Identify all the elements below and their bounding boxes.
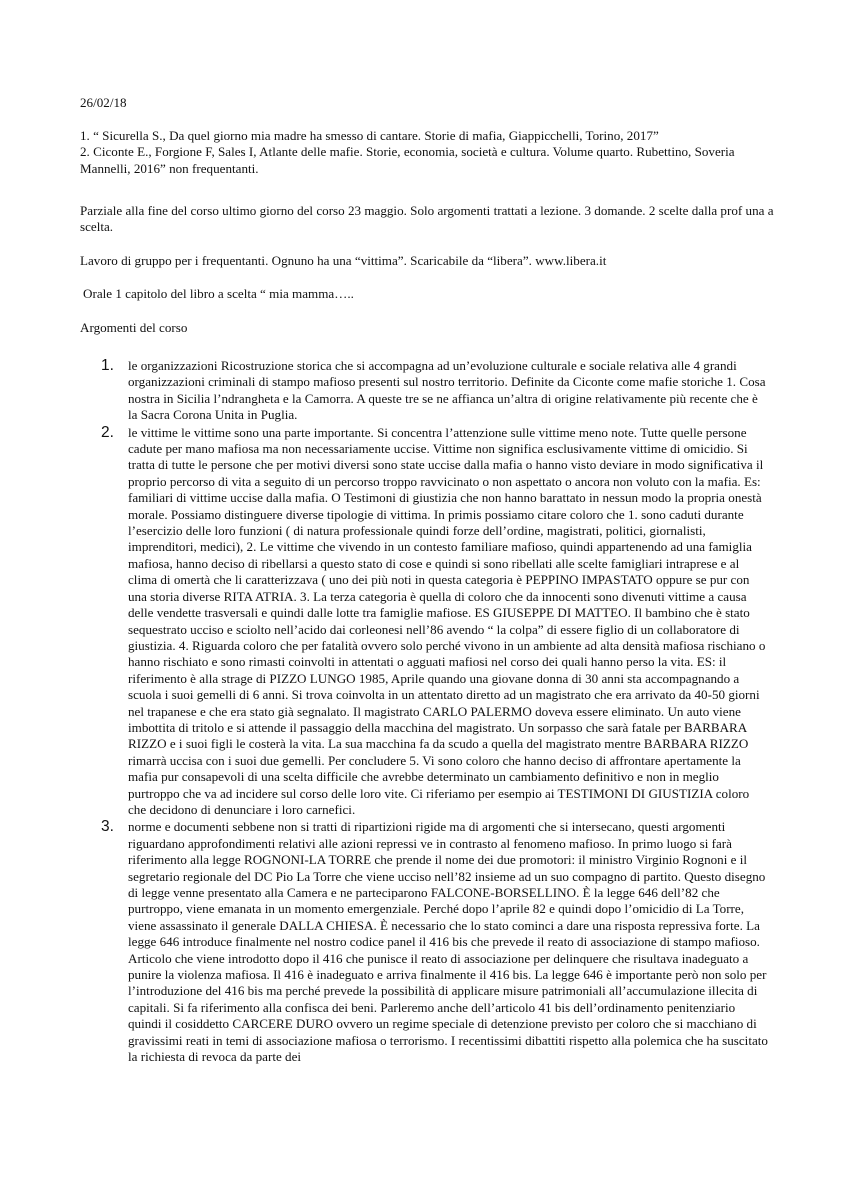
topic-text: norme e documenti sebbene non si tratti di ripartizioni rigide ma di argomenti che si intersecano, questi argomenti riguardano approfondimenti relativi alle azioni repressi ve in contrasto al fenomeno mafioso. In primo luogo si farà riferimento alla legge ROGNONI-LA TORRE che prende il nome dei due promotori: il ministro Virginio Rognoni e il segretario regionale del DC Pio La Torre che viene ucciso nell’82 insieme ad un suo compagno di partito. Questo disegno di legge venne presentato alla Camera e ne parteciparono FALCONE-BORSELLINO. È la legge 646 dell’82 che purtroppo, viene emanata in un momento emergenziale. Perché dopo l’aprile 82 e quindi dopo l’omicidio di La Torre, viene assassinato il generale DALLA CHIESA. È necessario che lo stato cominci a dare una risposta repressiva forte. La legge 646 introduce finalmente nel nostro codice panel il 416 bis che prevede il reato di associazione di stampo mafioso. Articolo che viene introdotto dopo il 416 che punisce il reato di associazione per delinquere che risultava inadeguato a punire la violenza mafiosa. Il 416 è inadeguato e arriva finalmente il 416 bis. La legge 646 è importante però non solo per l’introduzione del 416 bis ma perché prevede la possibilità di applicare misure patrimoniali all’accumulazione illecita di capitali. Si fa riferimento alla confisca dei beni. Parleremo anche dell’articolo 41 bis dell’ordinamento penitenziario quindi il cosiddetto CARCERE DURO ovvero un regime speciale di detenzione previsto per coloro che si macchiano di gravissimi reati in temi di associazione mafiosa o terrorismo. I recentissimi dibattiti rispetto alla polemica che ha suscitato la richiesta di revoca da parte dei	[128, 819, 768, 1065]
topic-text: le vittime le vittime sono una parte importante. Si concentra l’attenzione sulle vittime meno note. Tutte quelle persone cadute per mano mafiosa ma non necessariamente uccise. Vittime non significa esclusivamente vittime di omicidio. Si tratta di tutte le persone che per motivi diversi sono state uccise dalla mafia o hanno visto deviare in modo significativa il proprio percorso di vita a seguito di un percorso troppo ravvicinato o non aspettato o ancora non voluto con la mafia. Es: familiari di vittime uccise dalla mafia. O Testimoni di giustizia che non hanno barattato in nessun modo la propria onestà morale. Possiamo distinguere diverse tipologie di vittima. In primis possiamo citare coloro che 1. sono caduti durante l’esercizio delle loro funzioni ( di natura professionale quindi forze dell’ordine, magistrati, politici, giornalisti, imprenditori, medici), 2. Le vittime che vivendo in un contesto familiare mafioso, quindi appartenendo ad una famiglia mafiosa, hanno deciso di ribellarsi a questo stato di cose e quindi si sono ribellati alle scelte famigliari intraprese e al clima di omertà che li caratterizzava ( uno dei più noti in questa categoria è PEPPINO IMPASTATO oppure se pur con una storia diverse RITA ATRIA. 3. La terza categoria è quella di coloro che da innocenti sono divenuti vittime a causa delle vendette trasversali e quindi dalle lotte tra famiglie mafiose. ES GIUSEPPE DI MATTEO. Il bambino che è stato sequestrato ucciso e sciolto nell’acido dai corleonesi nell’86 avendo “ la colpa” di essere figlio di un collaboratore di giustizia. 4. Riguarda coloro che per fatalità ovvero solo perché vivono in un ambiente ad alta densità mafiosa rischiano o hanno rischiato e sono rimasti coinvolti in attentati o agguati mafiosi nel corso dei quali hanno perso la vita. ES: il riferimento è alla strage di PIZZO LUNGO 1985, Aprile quando una giovane donna di 30 anni sta accompagnando a scuola i suoi gemelli di 6 anni. Si trova coinvolta in un attentato diretto ad un magistrato che era arrivato da 40-50 giorni nel trapanese e che era stato già segnalato. Il magistrato CARLO PALERMO doveva essere eliminato. Un auto viene imbottita di tritolo e si attende il passaggio della macchina del magistrato. Un sorpasso che sarà fatale per BARBARA RIZZO e i suoi figli le costerà la vita. La sua macchina fa da scudo a quella del magistrato mentre BARBARA RIZZO rimarrà uccisa con i suoi due gemelli. Per concludere 5. Vi sono coloro che hanno deciso di affrontare apertamente la mafia pur consapevoli di una scelta difficile che avrebbe determinato un cambiamento definitivo e non in meglio purtroppo che va ad incidere sul corso delle loro vite. Ci riferiamo per esempio ai TESTIMONI DI GIUSTIZIA coloro che decidono di denunciare i loro carnefici.	[128, 424, 766, 817]
topic-text: le organizzazioni Ricostruzione storica che si accompagna ad un’evoluzione culturale e sociale relativa alle 4 grandi organizzazioni criminali di stampo mafioso presenti sul nostro territorio. Definite da Ciconte come mafie storiche 1. Cosa nostra in Sicilia l’ndrangheta e la Camorra. A queste tre se ne affianca un’altra di origine relativamente più recente che è la Sacra Corona Unita in Puglia.	[128, 358, 766, 423]
bibliography	[80, 128, 780, 177]
document-date: 26/02/18	[80, 95, 127, 110]
topic-number: 3.	[101, 818, 114, 836]
group-work-note: Lavoro di gruppo per i frequentanti. Ognuno ha una “vittima”. Scaricabile da “libera”. www.libera.it	[80, 253, 607, 268]
reference-item: 1. “ Sicurella S., Da quel giorno mia madre ha smesso di cantare. Storie di mafia, Giappicchelli, Torino, 2017”	[80, 128, 659, 143]
exam-note: Parziale alla fine del corso ultimo giorno del corso 23 maggio. Solo argomenti trattati a lezione. 3 domande. 2 scelte dalla prof una a scelta.	[80, 203, 774, 235]
topic-item	[101, 423, 768, 819]
topic-number: 1.	[101, 357, 114, 374]
topics-list	[101, 357, 768, 1066]
topic-item	[101, 818, 768, 1065]
reference-item: 2. Ciconte E., Forgione F, Sales I, Atlante delle mafie. Storie, economia, società e cultura. Volume quarto. Rubettino, Soveria Mannelli, 2016” non frequentanti.	[80, 144, 735, 176]
topic-item	[101, 357, 768, 424]
topics-heading: Argomenti del corso	[80, 320, 188, 335]
topic-number: 2.	[101, 423, 114, 441]
oral-exam-note: Orale 1 capitolo del libro a scelta “ mia mamma…..	[83, 286, 354, 301]
